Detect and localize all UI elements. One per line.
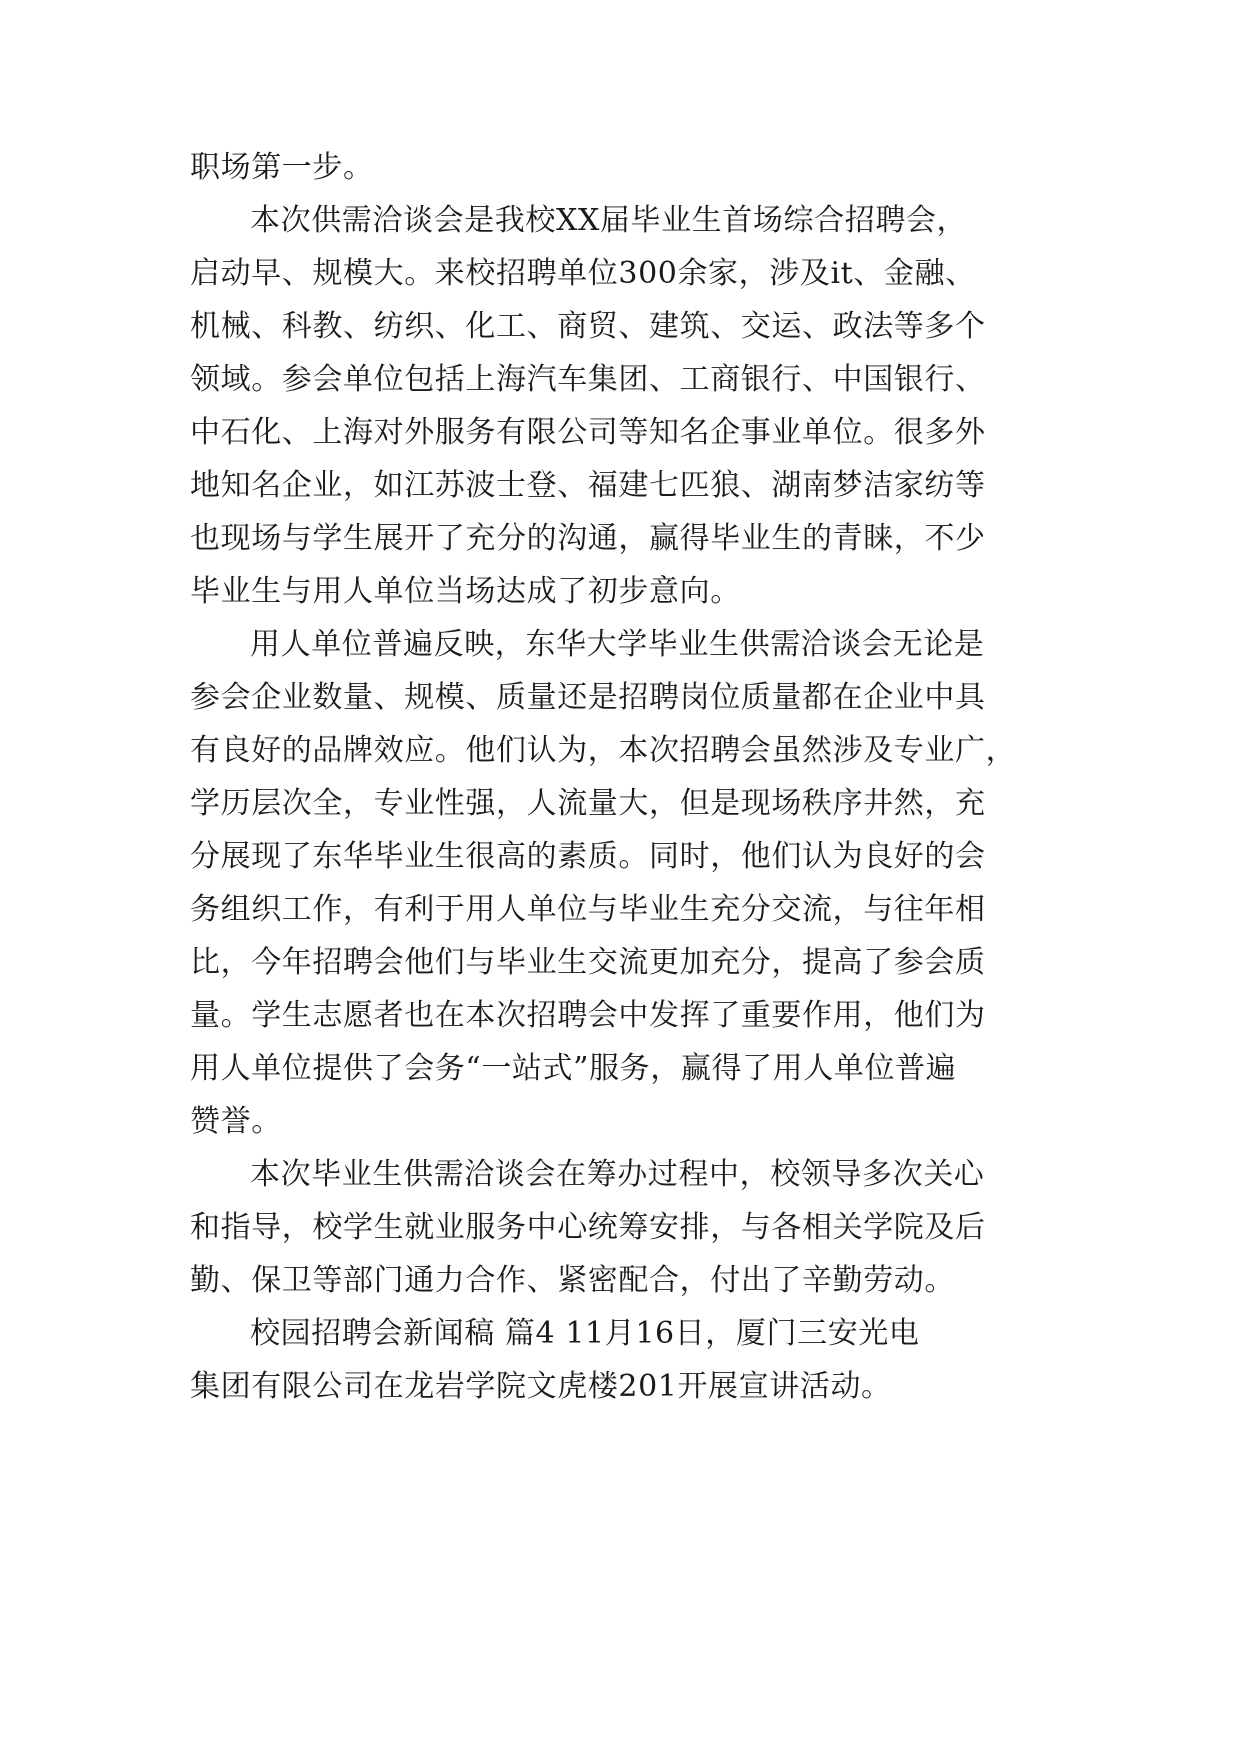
text-line: 地知名企业，如江苏波士登、福建七匹狼、湖南梦洁家纺等 (190, 468, 986, 503)
text-line: 机械、科教、纺织、化工、商贸、建筑、交运、政法等多个 (190, 309, 986, 344)
paragraph-first-line: 本次供需洽谈会是我校XX届毕业生首场综合招聘会， (250, 203, 968, 238)
text-line: 毕业生与用人单位当场达成了初步意向。 (190, 574, 741, 609)
text-line: 务组织工作，有利于用人单位与毕业生充分交流，与往年相 (190, 892, 986, 927)
text-line: 也现场与学生展开了充分的沟通，赢得毕业生的青睐，不少 (190, 521, 986, 556)
paragraph-first-line: 本次毕业生供需洽谈会在筹办过程中，校领导多次关心 (250, 1157, 985, 1192)
text-line: 中石化、上海对外服务有限公司等知名企事业单位。很多外 (190, 415, 986, 450)
text-line: 有良好的品牌效应。他们认为，本次招聘会虽然涉及专业广， (190, 733, 1017, 768)
text-line: 启动早、规模大。来校招聘单位300余家，涉及it、金融、 (190, 256, 976, 291)
paragraph-first-line: 用人单位普遍反映，东华大学毕业生供需洽谈会无论是 (250, 627, 985, 662)
text-line: 比，今年招聘会他们与毕业生交流更加充分，提高了参会质 (190, 945, 986, 980)
text-line: 学历层次全，专业性强，人流量大，但是现场秩序井然，充 (190, 786, 986, 821)
text-line: 量。学生志愿者也在本次招聘会中发挥了重要作用，他们为 (190, 998, 986, 1033)
text-line: 领域。参会单位包括上海汽车集团、工商银行、中国银行、 (190, 362, 986, 397)
text-line: 赞誉。 (190, 1104, 282, 1139)
text-line: 和指导，校学生就业服务中心统筹安排，与各相关学院及后 (190, 1210, 986, 1245)
text-line: 勤、保卫等部门通力合作、紧密配合，付出了辛勤劳动。 (190, 1263, 955, 1298)
text-line: 职场第一步。 (190, 150, 374, 185)
paragraph-first-line: 校园招聘会新闻稿 篇4 11月16日，厦门三安光电 (250, 1316, 920, 1351)
text-line: 参会企业数量、规模、质量还是招聘岗位质量都在企业中具 (190, 680, 986, 715)
text-line: 用人单位提供了会务“一站式”服务，赢得了用人单位普遍 (190, 1051, 957, 1086)
text-line: 集团有限公司在龙岩学院文虎楼201开展宣讲活动。 (190, 1369, 892, 1404)
text-line: 分展现了东华毕业生很高的素质。同时，他们认为良好的会 (190, 839, 986, 874)
